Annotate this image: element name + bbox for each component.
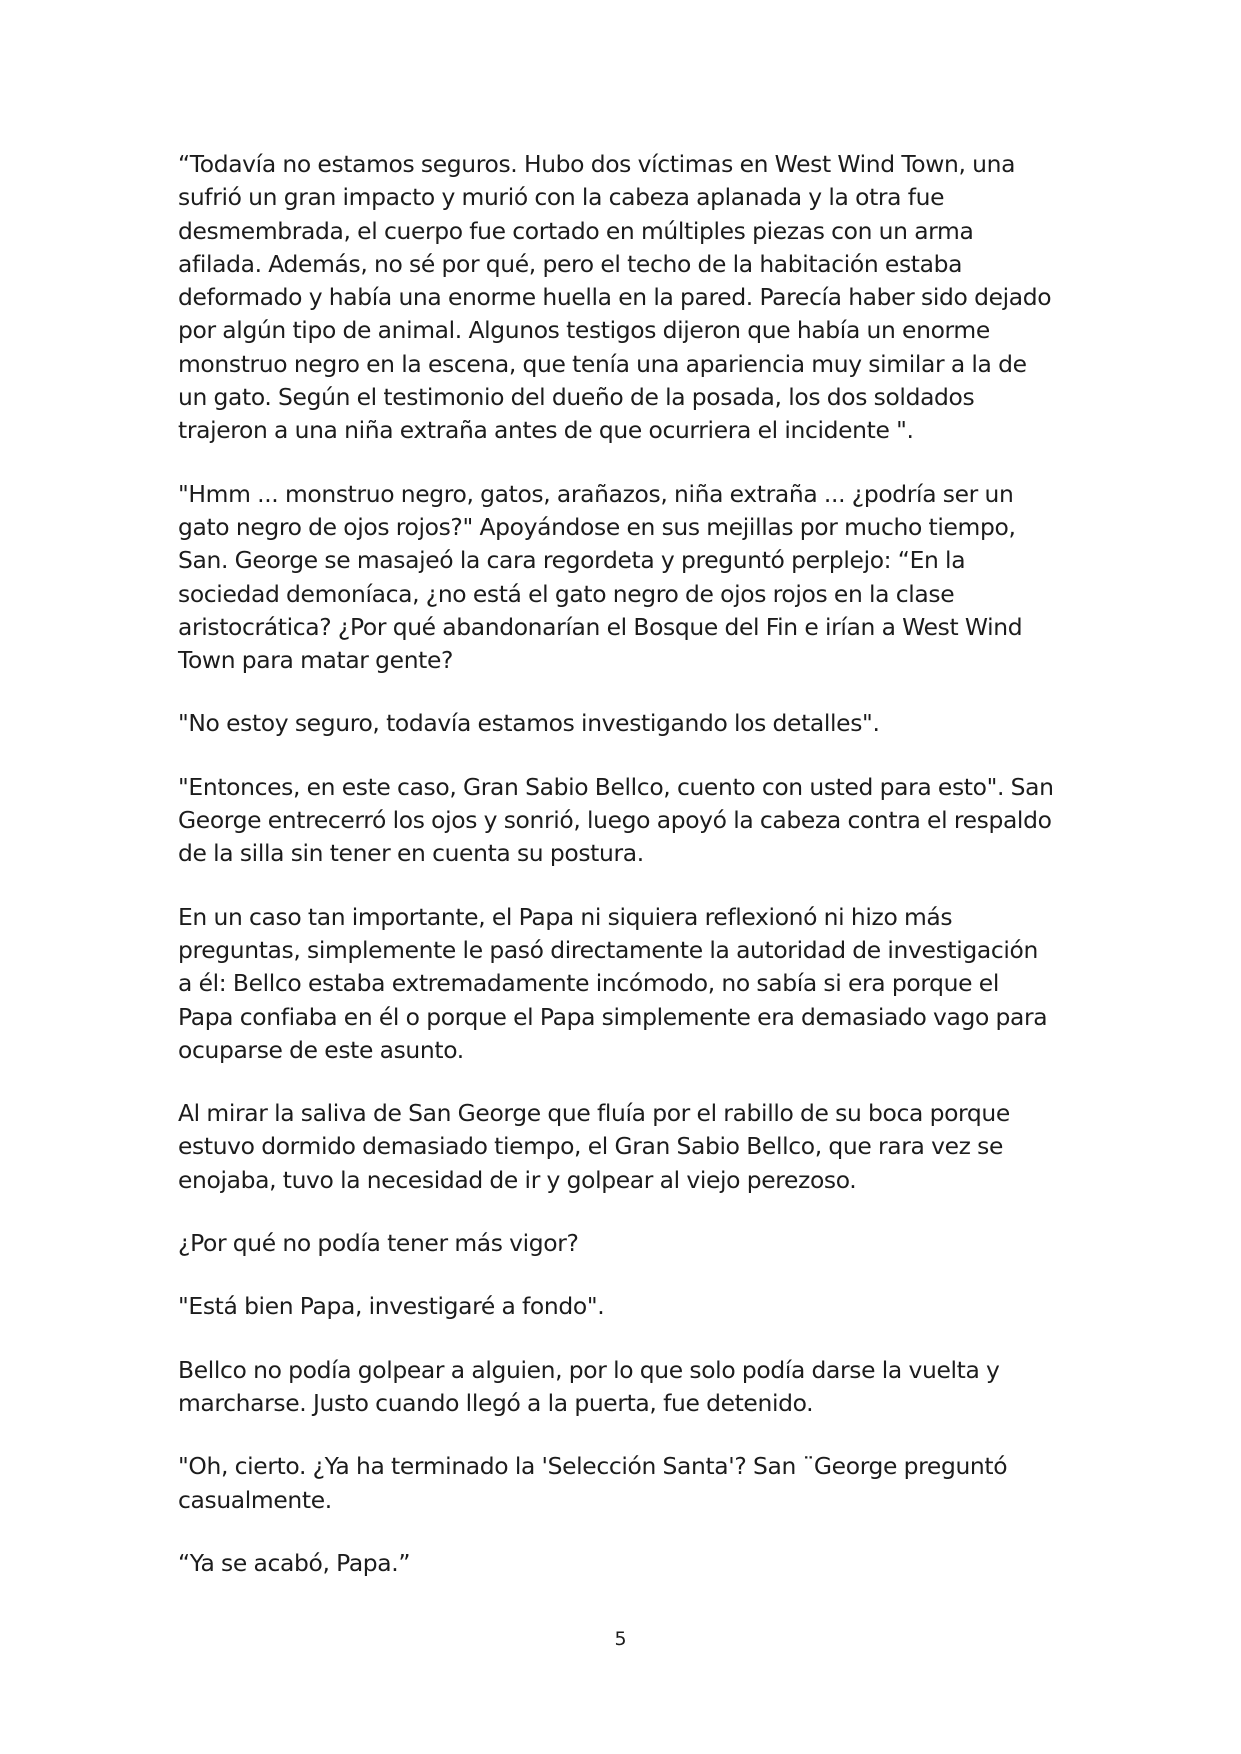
paragraph: En un caso tan importante, el Papa ni siquiera reflexionó ni hizo más preguntas, simplemente le pasó directamente la autoridad de investigación a él: Bellco estaba extremadamente incómodo, no sabía si era porque el Papa confiaba en él o porque el Papa simplemente era demasiado vago para ocuparse de este asunto. xyxy=(178,902,1048,1064)
paragraph: ¿Por qué no podía tener más vigor? xyxy=(178,1229,579,1258)
paragraph: Bellco no podía golpear a alguien, por lo que solo podía darse la vuelta y marcharse. Justo cuando llegó a la puerta, fue detenido. xyxy=(178,1355,1000,1417)
paragraph: "Oh, cierto. ¿Ya ha terminado la 'Selección Santa'? San ¨George preguntó casualmente. xyxy=(178,1452,1008,1514)
paragraph: "Está bien Papa, investigaré a fondo". xyxy=(178,1292,605,1321)
paragraph: Al mirar la saliva de San George que fluía por el rabillo de su boca porque estuvo dormido demasiado tiempo, el Gran Sabio Bellco, que rara vez se enojaba, tuvo la necesidad de ir y golpear al viejo perezoso. xyxy=(178,1099,1010,1194)
paragraph: "Hmm ... monstruo negro, gatos, arañazos, niña extraña ... ¿podría ser un gato negro de ojos rojos?" Apoyándose en sus mejillas por mucho tiempo, San. George se masajeó la cara regordeta y preguntó perplejo: “En la sociedad demoníaca, ¿no está el gato negro de ojos rojos en la clase aristocrática? ¿Por qué abandonarían el Bosque del Fin e irían a West Wind Town para matar gente? xyxy=(178,479,1023,675)
page-number: 5 xyxy=(614,1628,627,1650)
paragraph: “Todavía no estamos seguros. Hubo dos víctimas en West Wind Town, una sufrió un gran impacto y murió con la cabeza aplanada y la otra fue desmembrada, el cuerpo fue cortado en múltiples piezas con un arma afilada. Además, no sé por qué, pero el techo de la habitación estaba deformado y había una enorme huella en la pared. Parecía haber sido dejado por algún tipo de animal. Algunos testigos dijeron que había un enorme monstruo negro en la escena, que tenía una apariencia muy similar a la de un gato. Según el testimonio del dueño de la posada, los dos soldados trajeron a una niña extraña antes de que ocurriera el incidente ". xyxy=(178,150,1052,445)
body-text xyxy=(178,148,1058,1610)
paragraph: "No estoy seguro, todavía estamos investigando los detalles". xyxy=(178,709,880,738)
paragraph: "Entonces, en este caso, Gran Sabio Bellco, cuento con usted para esto". San George entrecerró los ojos y sonrió, luego apoyó la cabeza contra el respaldo de la silla sin tener en cuenta su postura. xyxy=(178,772,1054,868)
paragraph: “Ya se acabó, Papa.” xyxy=(178,1548,411,1577)
